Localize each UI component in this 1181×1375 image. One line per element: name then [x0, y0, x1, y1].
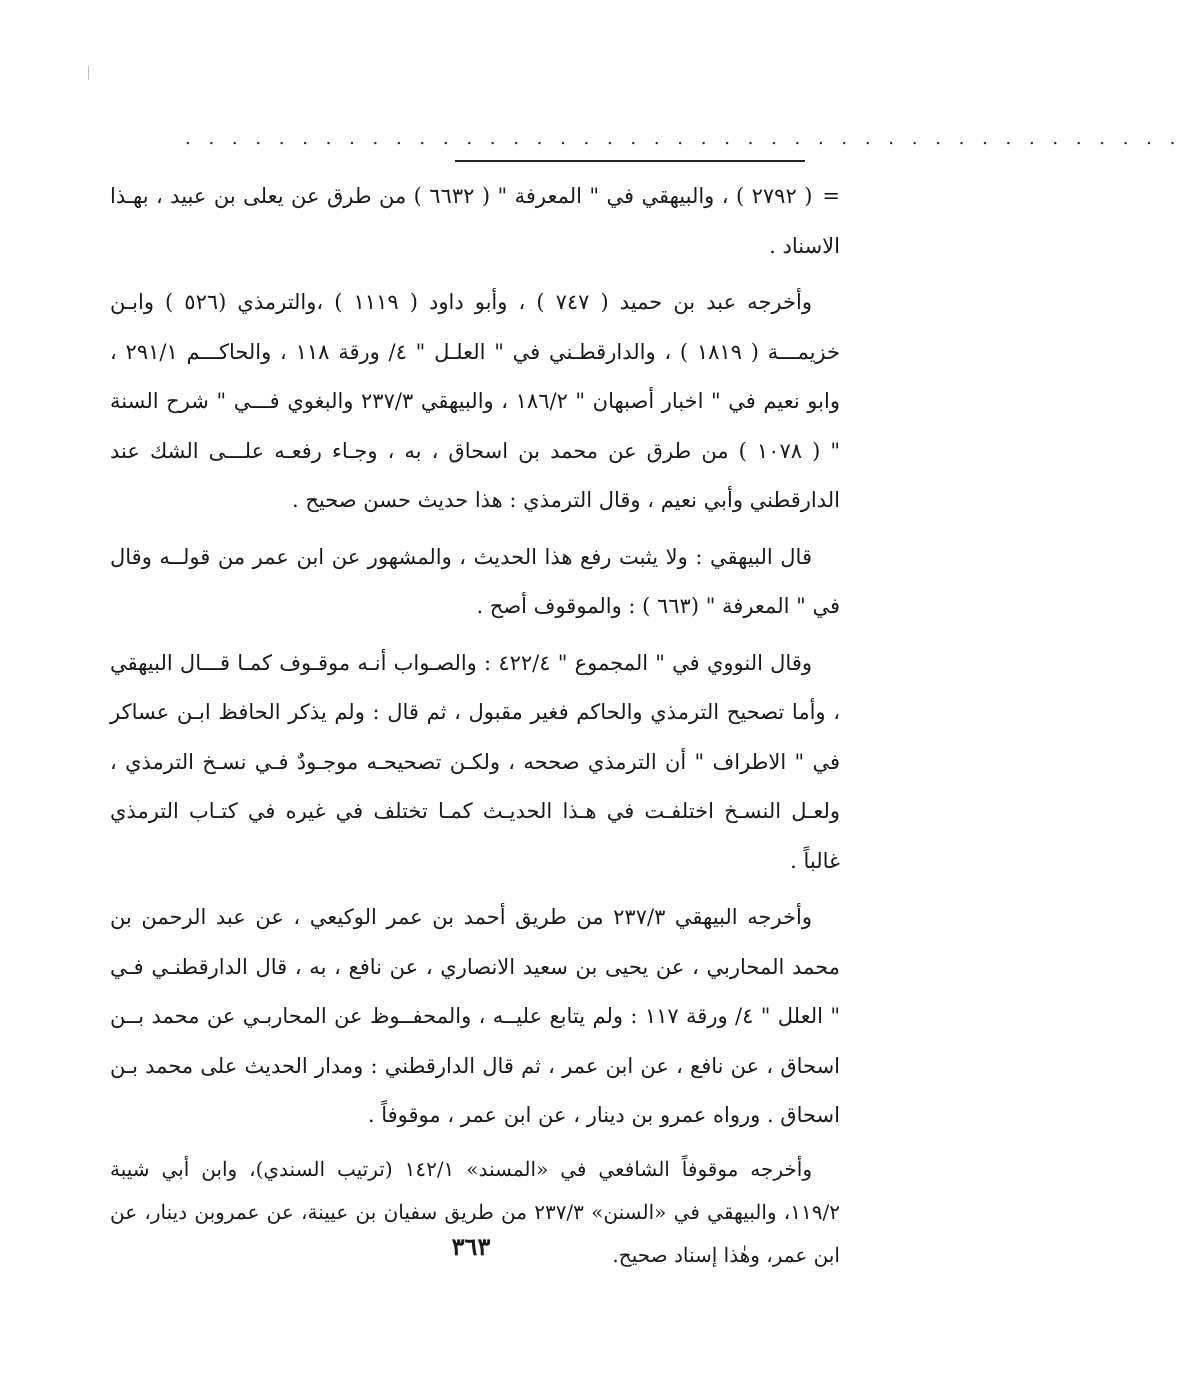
footnote-text [110, 172, 840, 1284]
dotted-separator: . . . . . . . . . . . . . . . . . . . . . . . . . . . . . . . . . . . . . . . . . . . [185, 128, 1181, 149]
paragraph-2: وأخرجه عبد بن حميد ( ٧٤٧ ) ، وأبو داود ( ١١١٩ ) ،والترمذي (٥٢٦ ) وابـن خزيمـــة ( ١٨١٩ ) ، والدارقطـني في " العلـل " ٤/ ورقة ١١٨ ، والحاكـــم ٢٩١/١ ، وابو نعيم في " اخبار أصبهان " ١٨٦/٢ ، والبيهقي ٢٣٧/٣ والبغوي فـــي " شرح السنة " ( ١٠٧٨ ) من طرق عن محمد بن اسحاق ، به ، وجـاء رفعـه علـــى الشك عند الدارقطني وأبي نعيم ، وقال الترمذي : هذا حديث حسن صحيح . [110, 290, 840, 512]
continuation-marker: = [822, 184, 840, 208]
footnote-rule [455, 160, 805, 162]
paragraph-4: وقال النووي في " المجموع " ٤٢٢/٤ : والصـواب أنـه موقـوف كمـا قـــال البيهقي ، وأما تصحيح الترمذي والحاكم فغير مقبول ، ثم قال : ولم يذكر الحافظ ابـن عساكر في " الاطراف " أن الترمذي صححه ، ولكـن تصحيحـه موجـودٌ فـي نسـخ الترمذي ، ولعـل النسـخ اختلفـت في هـذا الحديـث كمـا تختلف في غيره في كتـاب الترمذي غالباً . [110, 650, 840, 873]
page-number: ٣٦٣ [451, 1232, 491, 1261]
paragraph-5: وأخرجه البيهقي ٢٣٧/٣ من طريق أحمد بن عمر الوكيعي ، عن عبد الرحمن بن محمد المحاربي ، عن يحيى بن سعيد الانصاري ، عن نافع ، به ، قال الدارقطنـي فـي " العلل " ٤/ ورقة ١١٧ : ولم يتابع عليــه ، والمحفــوظ عن المحاربـي عن محمد بــن اسحاق ، عن نافع ، عن ابن عمر ، ثم قال الدارقطني : ومدار الحديث على محمد بـن اسحاق . ورواه عمرو بن دينار ، عن ابن عمر ، موقوفاً . [110, 905, 840, 1127]
paragraph-1-text: ( ٢٧٩٢ ) ، والبيهقي في " المعرفة " ( ٦٦٣٢ ) من طرق عن يعلى بن عبيد ، بهـذا الاسناد . [110, 184, 840, 258]
paragraph-6: وأخرجه موقوفاً الشافعي في «المسند» ١٤٢/١ (ترتيب السندي)، وابن أبي شيبة ١١٩/٢، والبيهقي في «السنن» ٢٣٧/٣ من طريق سفيان بن عيينة، عن عمروبن دينار، عن ابن عمر، وهٰذا إسناد صحيح. [110, 1156, 840, 1267]
paragraph-3: قال البيهقي : ولا يثبت رفع هذا الحديث ، والمشهور عن ابن عمر من قولــه وقال في " المعرفة " (٦٦٣ ) : والموقوف أصح . [110, 544, 840, 618]
paragraph-1 [110, 172, 840, 271]
scan-mark [88, 66, 89, 80]
